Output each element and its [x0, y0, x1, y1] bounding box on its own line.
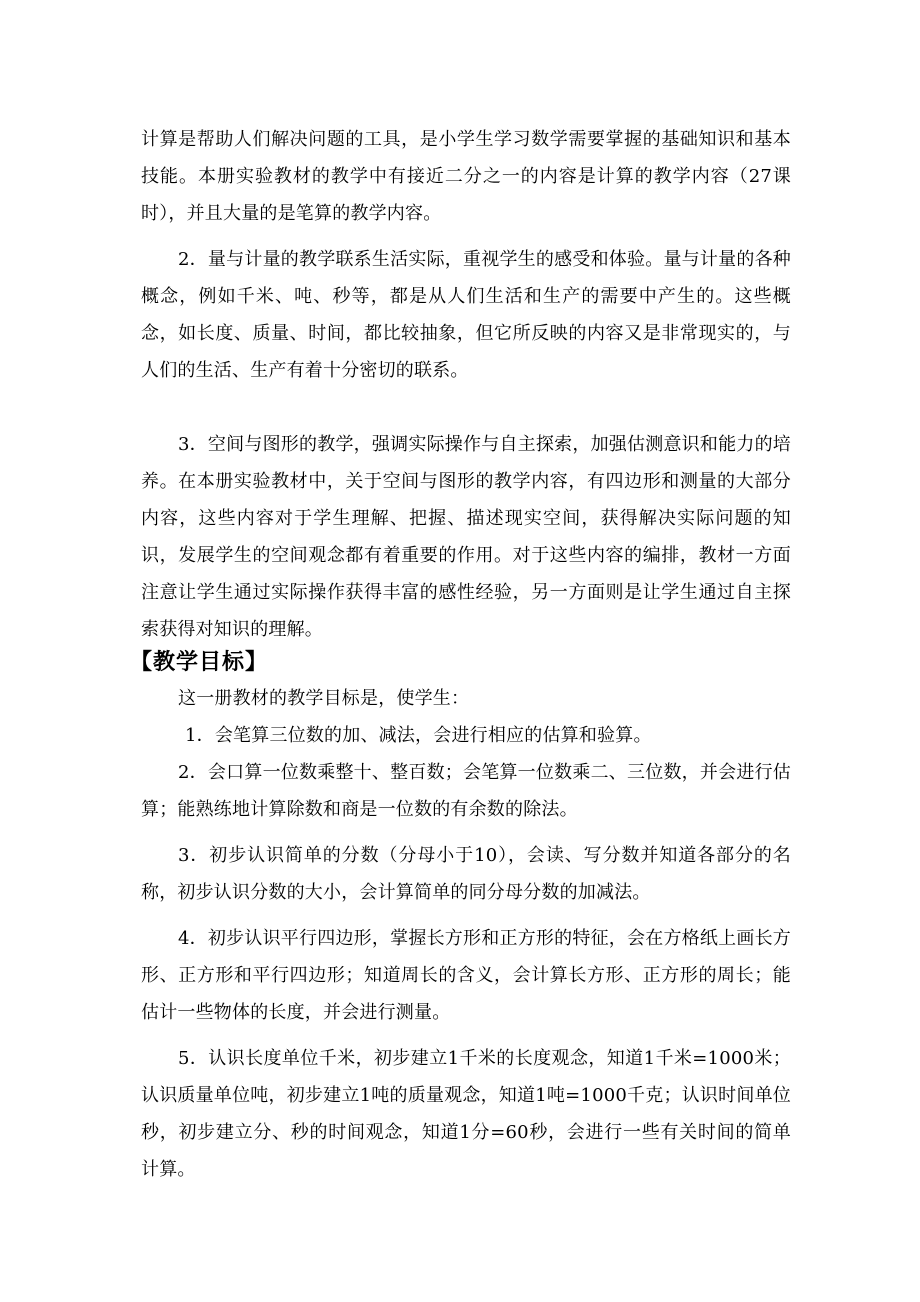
point-3-paragraph: 3．空间与图形的教学，强调实际操作与自主探索，加强估测意识和能力的培养。在本册实验教材中，关于空间与图形的教学内容，有四边形和测量的大部分内容，这些内容对于学生理解、把握、描述现实空间，获得解决实际问题的知识，发展学生的空间观念都有着重要的作用。对于这些内容的编排，教材一方面注意让学生通过实际操作获得丰富的感性经验，另一方面则是让学生通过自主探索获得对知识的理解。 — [141, 434, 791, 640]
goals-intro: 这一册教材的教学目标是，使学生： — [178, 688, 470, 709]
goal-1: 1．会笔算三位数的加、减法，会进行相应的估算和验算。 — [185, 725, 652, 746]
point-2-paragraph: 2．量与计量的教学联系生活实际，重视学生的感受和体验。量与计量的各种概念，例如千米、吨、秒等，都是从人们生活和生产的需要中产生的。这些概念，如长度、质量、时间，都比较抽象，但它所反映的内容又是非常现实的，与人们的生活、生产有着十分密切的联系。 — [141, 249, 791, 381]
goal-4: 4．初步认识平行四边形，掌握长方形和正方形的特征，会在方格纸上画长方形、正方形和平行四边形；知道周长的含义，会计算长方形、正方形的周长；能估计一些物体的长度，并会进行测量。 — [141, 928, 791, 1023]
intro-paragraph: 计算是帮助人们解决问题的工具，是小学生学习数学需要掌握的基础知识和基本技能。本册实验教材的教学中有接近二分之一的内容是计算的教学内容（27课时），并且大量的是笔算的教学内容。 — [141, 129, 791, 224]
goal-3: 3．初步认识简单的分数（分母小于10），会读、写分数并知道各部分的名称，初步认识分数的大小，会计算简单的同分母分数的加减法。 — [141, 845, 791, 903]
goal-2: 2．会口算一位数乘整十、整百数；会笔算一位数乘二、三位数，并会进行估算；能熟练地计算除数和商是一位数的有余数的除法。 — [141, 762, 791, 820]
section-heading-teaching-goals: 【教学目标】 — [130, 650, 269, 675]
goal-5: 5．认识长度单位千米，初步建立1千米的长度观念，知道1千米=1000米；认识质量单位吨，初步建立1吨的质量观念，知道1吨=1000千克；认识时间单位秒，初步建立分、秒的时间观念，知道1分=60秒，会进行一些有关时间的简单计算。 — [141, 1048, 791, 1180]
